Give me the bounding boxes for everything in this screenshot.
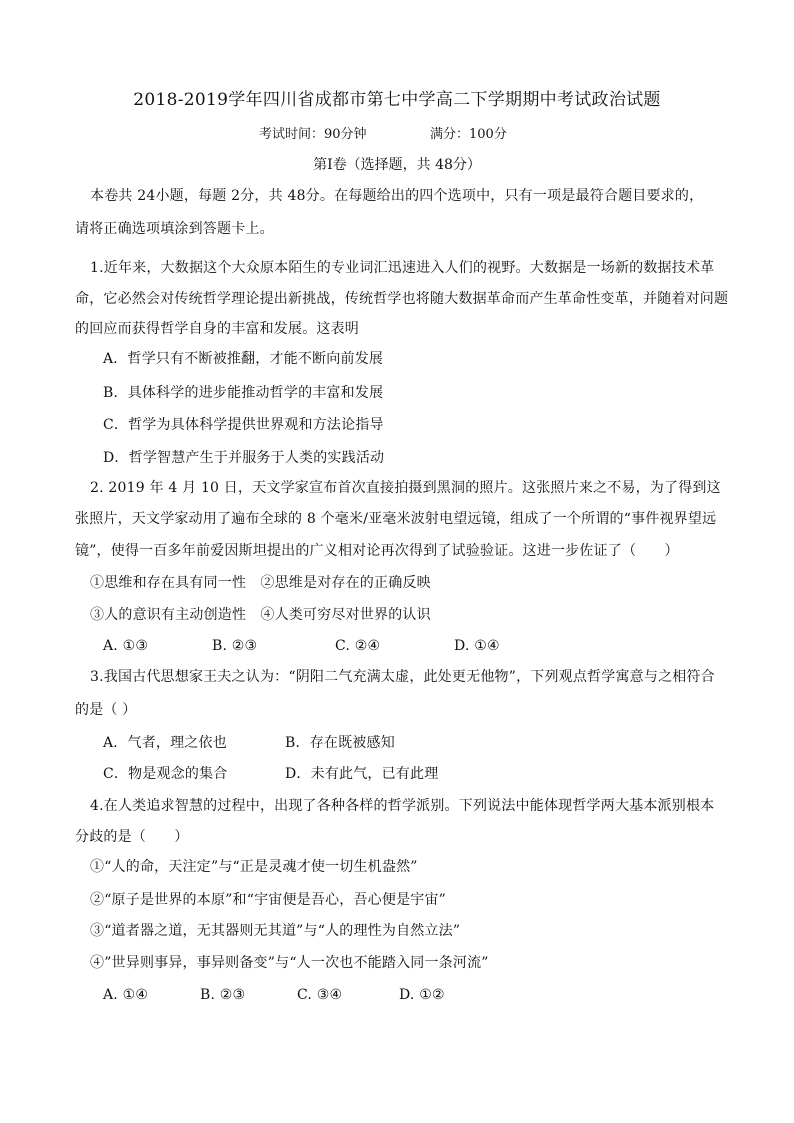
q4-option-c: C. ③④ <box>297 987 343 1003</box>
section-title: 第Ⅰ卷（选择题，共 48分） <box>313 157 481 173</box>
q4-option-d: D. ①② <box>399 987 445 1003</box>
q2-statement-line-1: ①思维和存在具有同一性 ②思维是对存在的正确反映 <box>90 575 431 591</box>
intro-line-2: 请将正确选项填涂到答题卡上。 <box>75 221 274 237</box>
q4-statement-1: ①“人的命，天注定”与“正是灵魂才使一切生机盎然” <box>90 859 418 875</box>
q1-stem-line-1: 1.近年来，大数据这个大众原本陌生的专业词汇迅速进入人们的视野。大数据是一场新的数据技术革 <box>90 260 715 276</box>
q4-statement-4: ④”世异则事异，事异则备变”与“人一次也不能踏入同一条河流” <box>90 955 489 971</box>
q2-statement-line-2: ③人的意识有主动创造性 ④人类可穷尽对世界的认识 <box>90 607 431 623</box>
q2-option-b: B. ②③ <box>212 638 258 654</box>
q4-stem-line-1: 4.在人类追求智慧的过程中，出现了各种各样的哲学派别。下列说法中能体现哲学两大基本派别根本 <box>90 798 715 814</box>
q3-option-b: B．存在既被感知 <box>285 735 395 751</box>
q2-stem-line-2: 张照片，天文学家动用了遍布全球的 8 个毫米/亚毫米波射电望远镜，组成了一个所谓的“事件视界望远 <box>75 511 717 527</box>
intro-line-1: 本卷共 24小题，每题 2分，共 48分。在每题给出的四个选项中，只有一项是最符合题目要求的， <box>90 188 704 204</box>
exam-time: 考试时间：90分钟 <box>259 127 367 142</box>
q1-option-d: D．哲学智慧产生于并服务于人类的实践活动 <box>103 450 385 466</box>
q4-statement-2: ②“原子是世界的本原”和“宇宙便是吾心，吾心便是宇宙” <box>90 892 447 908</box>
q1-option-a: A．哲学只有不断被推翻，才能不断向前发展 <box>103 351 384 367</box>
q1-option-b: B．具体科学的进步能推动哲学的丰富和发展 <box>103 385 384 401</box>
q4-option-b: B. ②③ <box>200 987 246 1003</box>
q2-stem-line-1: 2. 2019 年 4 月 10 日，天文学家宣布首次直接拍摄到黑洞的照片。这张照片来之不易，为了得到这 <box>90 480 721 496</box>
q1-option-c: C．哲学为具体科学提供世界观和方法论指导 <box>103 417 384 433</box>
q3-option-d: D．未有此气，已有此理 <box>285 766 439 782</box>
q2-stem-line-3: 镜”，使得一百多年前爱因斯坦提出的广义相对论再次得到了试验验证。这进一步佐证了（ ） <box>75 543 679 559</box>
q1-stem-line-3: 的回应而获得哲学自身的丰富和发展。这表明 <box>75 321 359 337</box>
exam-title: 2018-2019学年四川省成都市第七中学高二下学期期中考试政治试题 <box>133 90 661 110</box>
q2-option-d: D. ①④ <box>454 638 500 654</box>
q4-stem-line-2: 分歧的是（ ） <box>75 829 189 845</box>
exam-score: 满分：100分 <box>430 127 507 142</box>
q4-statement-3: ③“道者器之道，无其器则无其道”与“人的理性为自然立法” <box>90 923 461 939</box>
q3-option-c: C．物是观念的集合 <box>103 766 228 782</box>
q2-option-c: C. ②④ <box>335 638 381 654</box>
q2-option-a: A. ①③ <box>103 638 149 654</box>
q4-option-a: A. ①④ <box>103 987 149 1003</box>
q1-stem-line-2: 命，它必然会对传统哲学理论提出新挑战，传统哲学也将随大数据革命而产生革命性变革，并随着对问题 <box>75 291 729 307</box>
q3-option-a: A．气者，理之依也 <box>103 735 227 751</box>
q3-stem-line-1: 3.我国古代思想家王夫之认为：“阴阳二气充满太虚，此处更无他物”，下列观点哲学寓意与之相符合 <box>90 669 715 685</box>
q3-stem-line-2: 的是（ ） <box>75 702 137 718</box>
